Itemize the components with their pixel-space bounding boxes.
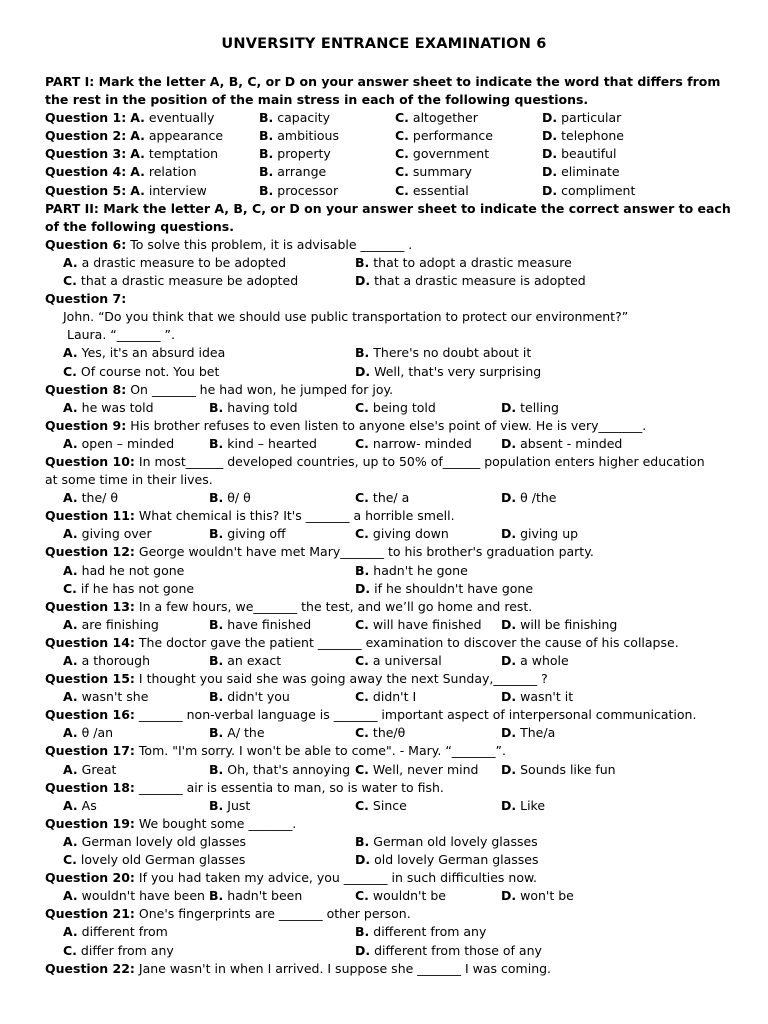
part2-heading: PART II: Mark the letter A, B, C, or D on your answer sheet to indicate the correct answer to each of the following questions. [45, 200, 731, 234]
option-b[interactable]: B. hadn't been [209, 888, 303, 904]
option-d[interactable]: D. will be finishing [501, 616, 618, 632]
question-11-options [45, 525, 735, 543]
option-a[interactable]: A. he was told [63, 399, 154, 415]
option-c[interactable]: C. didn't I [355, 689, 417, 705]
option-b[interactable]: B. Just [209, 797, 251, 813]
question-7-line1: John. “Do you think that we should use public transportation to protect our environment?” [63, 309, 629, 325]
option-d[interactable]: D. wasn't it [501, 689, 574, 705]
option-b[interactable]: B. giving off [209, 526, 286, 542]
option-c[interactable]: C. wouldn't be [355, 888, 446, 904]
question-10-continued: at some time in their lives. [45, 472, 213, 488]
option-a[interactable]: Question 4: A. relation [45, 164, 197, 180]
option-a[interactable]: A. giving over [63, 526, 152, 542]
option-c[interactable]: C. Of course not. You bet [63, 363, 220, 379]
option-d[interactable]: D. if he shouldn't have gone [355, 580, 534, 596]
part1-question-2 [45, 127, 735, 145]
option-b[interactable]: B. arrange [259, 164, 327, 180]
option-a[interactable]: A. different from [63, 924, 168, 940]
option-d[interactable]: D. telling [501, 399, 559, 415]
option-d[interactable]: D. particular [542, 110, 622, 126]
question-16: Question 16: _______ non-verbal language is _______ important aspect of interpersonal communication. [45, 707, 697, 723]
option-d[interactable]: D. beautiful [542, 146, 617, 162]
option-a[interactable]: A. are finishing [63, 616, 159, 632]
option-b[interactable]: B. didn't you [209, 689, 290, 705]
option-c[interactable]: C. that a drastic measure be adopted [63, 273, 299, 289]
question-17-options [45, 761, 735, 779]
option-a[interactable]: A. Great [63, 761, 117, 777]
option-a[interactable]: A. θ /an [63, 725, 114, 741]
option-a[interactable]: Question 5: A. interview [45, 182, 207, 198]
question-7-line2: Laura. “_______ ”. [67, 327, 175, 343]
option-d[interactable]: D. The/a [501, 725, 556, 741]
option-c[interactable]: C. differ from any [63, 942, 174, 958]
option-d[interactable]: D. old lovely German glasses [355, 852, 539, 868]
option-b[interactable]: B. processor [259, 182, 339, 198]
question-6-options-row1 [45, 254, 735, 272]
question-15-options [45, 688, 735, 706]
option-b[interactable]: B. have finished [209, 616, 312, 632]
option-c[interactable]: C. giving down [355, 526, 449, 542]
question-20: Question 20: If you had taken my advice, you _______ in such difficulties now. [45, 870, 538, 886]
option-c[interactable]: C. Well, never mind [355, 761, 479, 777]
option-c[interactable]: C. performance [395, 128, 493, 144]
question-14-options [45, 652, 735, 670]
question-9: Question 9: His brother refuses to even listen to anyone else's point of view. He is very_______. [45, 417, 647, 433]
option-a[interactable]: Question 2: A. appearance [45, 128, 224, 144]
question-18: Question 18: _______ air is essentia to man, so is water to fish. [45, 779, 444, 795]
question-13-options [45, 616, 735, 634]
question-6 [45, 236, 735, 254]
question-7: Question 7: [45, 291, 127, 307]
option-b[interactable]: B. ambitious [259, 128, 339, 144]
question-text: To solve this problem, it is advisable _______ . [126, 236, 413, 252]
option-d[interactable]: D. eliminate [542, 164, 620, 180]
part1-question-5 [45, 182, 735, 200]
question-19-options-row1 [45, 833, 735, 851]
question-21-options-row1 [45, 923, 735, 941]
option-c[interactable]: C. the/θ [355, 725, 406, 741]
question-12-options-row1 [45, 562, 735, 580]
option-d[interactable]: D. that a drastic measure is adopted [355, 273, 586, 289]
option-b[interactable]: B. capacity [259, 110, 331, 126]
option-c[interactable]: C. altogether [395, 110, 478, 126]
option-d[interactable]: D. compliment [542, 182, 636, 198]
question-8: Question 8: On _______ he had won, he jumped for joy. [45, 381, 394, 397]
question-8-options [45, 399, 735, 417]
question-15: Question 15: I thought you said she was going away the next Sunday,_______ ? [45, 671, 548, 687]
question-19-options-row2 [45, 851, 735, 869]
option-c[interactable]: C. being told [355, 399, 436, 415]
question-13: Question 13: In a few hours, we_______ the test, and we’ll go home and rest. [45, 598, 533, 614]
option-d[interactable]: D. Like [501, 797, 546, 813]
option-d[interactable]: D. Well, that's very surprising [355, 363, 542, 379]
option-d[interactable]: D. telephone [542, 128, 624, 144]
option-d[interactable]: D. absent - minded [501, 435, 623, 451]
question-18-options [45, 797, 735, 815]
question-22: Question 22: Jane wasn't in when I arrived. I suppose she _______ I was coming. [45, 960, 552, 976]
question-6-options-row2 [45, 272, 735, 290]
option-d[interactable]: D. a whole [501, 653, 569, 668]
option-c[interactable]: C. narrow- minded [355, 435, 472, 451]
option-c[interactable]: C. essential [395, 182, 469, 198]
option-a[interactable]: Question 3: A. temptation [45, 146, 219, 162]
question-7-options-row2 [45, 363, 735, 381]
part1-heading: PART I: Mark the letter A, B, C, or D on your answer sheet to indicate the word that differs from the rest in the position of the main stress in each of the following questions. [45, 74, 721, 108]
option-b[interactable]: B. hadn't he gone [355, 562, 468, 578]
option-a[interactable]: A. Yes, it's an absurd idea [63, 345, 226, 361]
option-b[interactable]: B. that to adopt a drastic measure [355, 254, 572, 270]
question-20-options [45, 887, 735, 905]
question-11: Question 11: What chemical is this? It's _______ a horrible smell. [45, 508, 455, 524]
option-b[interactable]: B. an exact [209, 653, 282, 668]
option-c[interactable]: C. if he has not gone [63, 580, 195, 596]
option-c[interactable]: C. the/ a [355, 490, 410, 506]
option-b[interactable]: B. There's no doubt about it [355, 345, 532, 361]
question-21-options-row2 [45, 942, 735, 960]
question-12-options-row2 [45, 580, 735, 598]
option-a[interactable]: A. wouldn't have been [63, 888, 205, 904]
option-a[interactable]: Question 1: A. eventually [45, 110, 215, 126]
question-14: Question 14: The doctor gave the patient _______ examination to discover the cause of his collapse. [45, 634, 679, 650]
option-a[interactable]: A. German lovely old glasses [63, 833, 247, 849]
option-c[interactable]: C. a universal [355, 653, 442, 668]
question-19: Question 19: We bought some _______. [45, 815, 297, 831]
option-c[interactable]: C. lovely old German glasses [63, 852, 246, 868]
option-b[interactable]: B. A/ the [209, 725, 265, 741]
option-c[interactable]: C. Since [355, 797, 407, 813]
option-a[interactable]: A. the/ θ [63, 490, 118, 506]
option-b[interactable]: B. property [259, 146, 331, 162]
option-a[interactable]: A. As [63, 797, 97, 813]
question-16-options [45, 724, 735, 742]
question-10: Question 10: In most______ developed countries, up to 50% of______ population enters higher education [45, 453, 705, 469]
option-a[interactable]: A. wasn't she [63, 689, 149, 705]
question-21: Question 21: One's fingerprints are _______ other person. [45, 906, 411, 922]
option-c[interactable]: C. government [395, 146, 490, 162]
option-d[interactable]: D. θ /the [501, 490, 557, 506]
question-label: Question 6: [45, 236, 127, 252]
option-d[interactable]: D. Sounds like fun [501, 761, 616, 777]
option-b[interactable]: B. Oh, that's annoying [209, 761, 351, 777]
option-b[interactable]: B. different from any [355, 924, 487, 940]
exam-content [45, 73, 735, 978]
option-a[interactable]: A. a drastic measure to be adopted [63, 254, 287, 270]
question-9-options [45, 435, 735, 453]
part1-question-3 [45, 145, 735, 163]
option-d[interactable]: D. different from those of any [355, 942, 542, 958]
option-c[interactable]: C. summary [395, 164, 472, 180]
option-a[interactable]: A. had he not gone [63, 562, 185, 578]
option-d[interactable]: D. giving up [501, 526, 579, 542]
option-b[interactable]: B. having told [209, 399, 298, 415]
question-12: Question 12: George wouldn't have met Mary_______ to his brother's graduation party. [45, 544, 594, 560]
question-17: Question 17: Tom. "I'm sorry. I won't be able to come". - Mary. “_______”. [45, 743, 507, 759]
option-a[interactable]: A. a thorough [63, 653, 151, 668]
part1-questions [45, 109, 735, 199]
question-10-options [45, 489, 735, 507]
option-d[interactable]: D. won't be [501, 888, 574, 904]
option-a[interactable]: A. open – minded [63, 435, 175, 451]
option-b[interactable]: B. kind – hearted [209, 435, 317, 451]
option-b[interactable]: B. German old lovely glasses [355, 833, 538, 849]
exam-title: UNVERSITY ENTRANCE EXAMINATION 6 [221, 36, 547, 52]
question-7-options-row1 [45, 344, 735, 362]
option-b[interactable]: B. θ/ θ [209, 490, 251, 506]
part1-question-4 [45, 163, 735, 181]
part1-question-1 [45, 109, 735, 127]
option-c[interactable]: C. will have finished [355, 616, 482, 632]
